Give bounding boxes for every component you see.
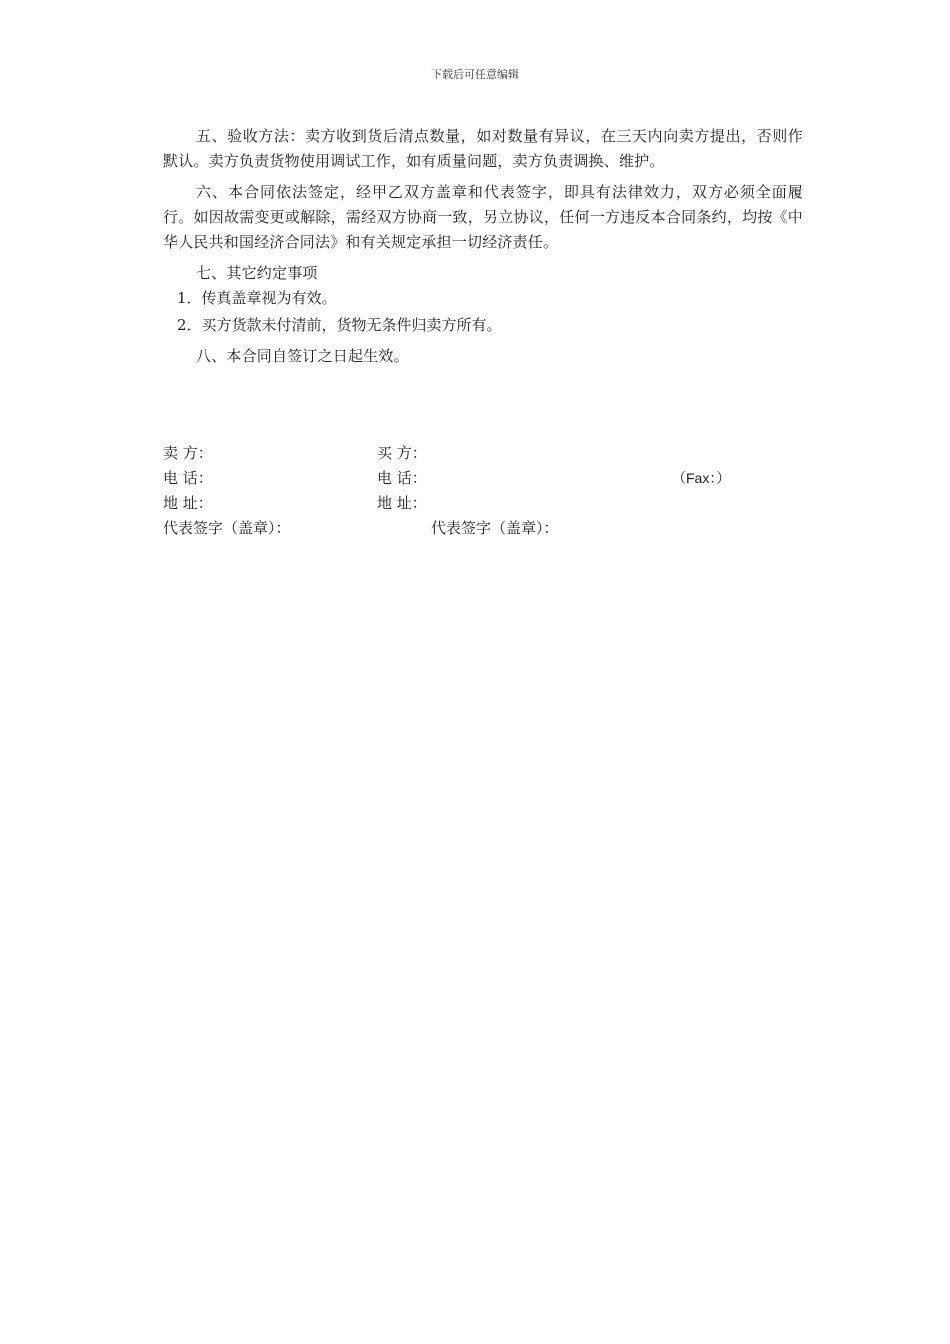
clause-8: 八、本合同自签订之日起生效。 — [196, 347, 409, 365]
clause-5: 五、验收方法：卖方收到货后清点数量，如对数量有异议，在三天内向卖方提出，否则作默认。卖方负责货物使用调试工作，如有质量问题，卖方负责调换、维护。 — [163, 127, 803, 170]
buyer-rep-label: 代表签字（盖章）： — [431, 519, 559, 537]
clause-6: 六、本合同依法签定，经甲乙双方盖章和代表签字，即具有法律效力，双方必须全面履行。如因故需变更或解除，需经双方协商一致，另立协议，任何一方违反本合同条约，均按《中华人民共和国经济合同法》和有关规定承担一切经济责任。 — [163, 183, 803, 251]
seller-party-label: 卖 方： — [163, 444, 213, 462]
buyer-party-label: 买 方： — [377, 444, 427, 462]
seller-address-label: 地 址： — [163, 494, 213, 512]
clause-7-item-2: 2．买方货款未付清前，货物无条件归卖方所有。 — [177, 316, 502, 334]
page-header: 下载后可任意编辑 — [431, 68, 519, 81]
seller-phone-label: 电 话： — [163, 469, 213, 487]
clause-7-item-1: 1．传真盖章视为有效。 — [177, 289, 337, 307]
seller-rep-label: 代表签字（盖章）： — [163, 519, 291, 537]
buyer-fax-label: （Fax：） — [672, 470, 731, 486]
contract-body — [163, 124, 803, 369]
clause-7-title: 七、其它约定事项 — [196, 264, 318, 282]
buyer-phone-label: 电 话： — [377, 469, 427, 487]
buyer-address-label: 地 址： — [377, 494, 427, 512]
